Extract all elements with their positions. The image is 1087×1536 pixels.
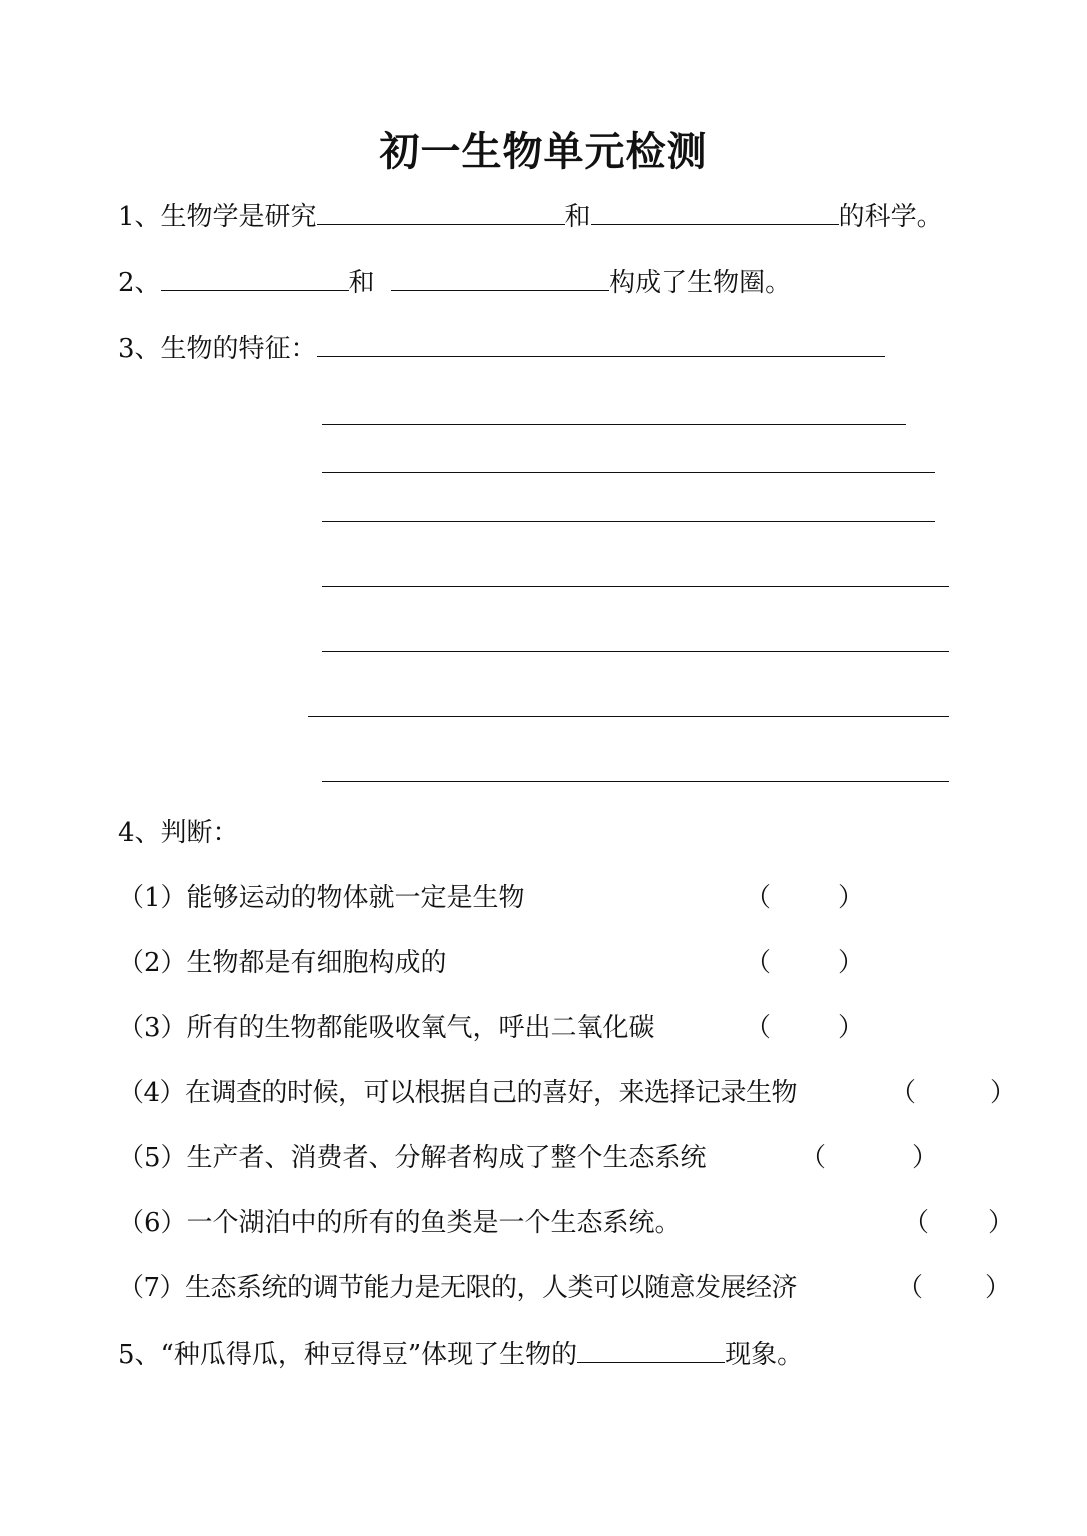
judgment-item-5-close-paren[interactable]: ）	[912, 1143, 939, 1173]
answer-line-3-7[interactable]	[308, 716, 949, 717]
question-3	[118, 328, 885, 369]
judgment-item-7-open-paren[interactable]: （	[897, 1273, 924, 1303]
judgment-item-2-close-paren[interactable]: ）	[838, 948, 865, 978]
judgment-item-1-open-paren[interactable]: （	[745, 883, 772, 913]
judgment-item-1: （1）能够运动的物体就一定是生物	[118, 883, 525, 913]
question-1-middle: 和	[564, 202, 591, 232]
answer-line-3-6[interactable]	[322, 651, 949, 652]
judgment-item-6-close-paren[interactable]: ）	[988, 1208, 1015, 1238]
judgment-item-6: （6）一个湖泊中的所有的鱼类是一个生态系统。	[118, 1208, 681, 1238]
judgment-item-2-open-paren[interactable]: （	[745, 948, 772, 978]
answer-blank-5[interactable]	[577, 1334, 725, 1363]
question-5-prefix: 5、“种瓜得瓜，种豆得豆”体现了生物的	[118, 1340, 578, 1370]
judgment-item-3-open-paren[interactable]: （	[745, 1013, 772, 1043]
judgment-item-7: （7）生态系统的调节能力是无限的，人类可以随意发展经济	[118, 1273, 798, 1303]
answer-line-3-2[interactable]	[322, 424, 906, 425]
question-2-suffix: 构成了生物圈。	[609, 268, 792, 298]
question-1	[118, 196, 943, 237]
answer-blank-2b[interactable]	[391, 262, 609, 291]
question-4-label: 4、判断：	[118, 818, 239, 848]
judgment-item-4-open-paren[interactable]: （	[890, 1078, 917, 1108]
answer-blank-2a[interactable]	[161, 262, 349, 291]
question-1-prefix: 1、生物学是研究	[118, 202, 317, 232]
question-5-suffix: 现象。	[725, 1340, 804, 1370]
judgment-item-7-close-paren[interactable]: ）	[985, 1273, 1012, 1303]
judgment-item-4-close-paren[interactable]: ）	[990, 1078, 1017, 1108]
question-5	[118, 1334, 803, 1375]
judgment-item-3-close-paren[interactable]: ）	[838, 1013, 865, 1043]
answer-blank-1b[interactable]	[591, 196, 839, 225]
question-2	[118, 262, 791, 303]
answer-line-3-5[interactable]	[322, 586, 949, 587]
question-2-prefix: 2、	[118, 268, 161, 298]
answer-blank-3-line-1[interactable]	[317, 328, 885, 357]
judgment-item-6-open-paren[interactable]: （	[903, 1208, 930, 1238]
judgment-item-1-close-paren[interactable]: ）	[838, 883, 865, 913]
judgment-item-5-open-paren[interactable]: （	[800, 1143, 827, 1173]
page-title: 初一生物单元检测	[379, 128, 708, 175]
judgment-item-5: （5）生产者、消费者、分解者构成了整个生态系统	[118, 1143, 707, 1173]
judgment-item-3: （3）所有的生物都能吸收氧气，呼出二氧化碳	[118, 1013, 655, 1043]
judgment-item-4: （4）在调查的时候，可以根据自己的喜好，来选择记录生物	[118, 1078, 798, 1108]
question-1-suffix: 的科学。	[838, 202, 943, 232]
answer-line-3-8[interactable]	[322, 781, 949, 782]
question-3-label: 3、生物的特征：	[118, 334, 317, 364]
answer-line-3-4[interactable]	[322, 521, 935, 522]
judgment-item-2: （2）生物都是有细胞构成的	[118, 948, 447, 978]
answer-line-3-3[interactable]	[322, 472, 935, 473]
question-2-middle: 和	[348, 268, 375, 298]
answer-blank-1a[interactable]	[317, 196, 565, 225]
